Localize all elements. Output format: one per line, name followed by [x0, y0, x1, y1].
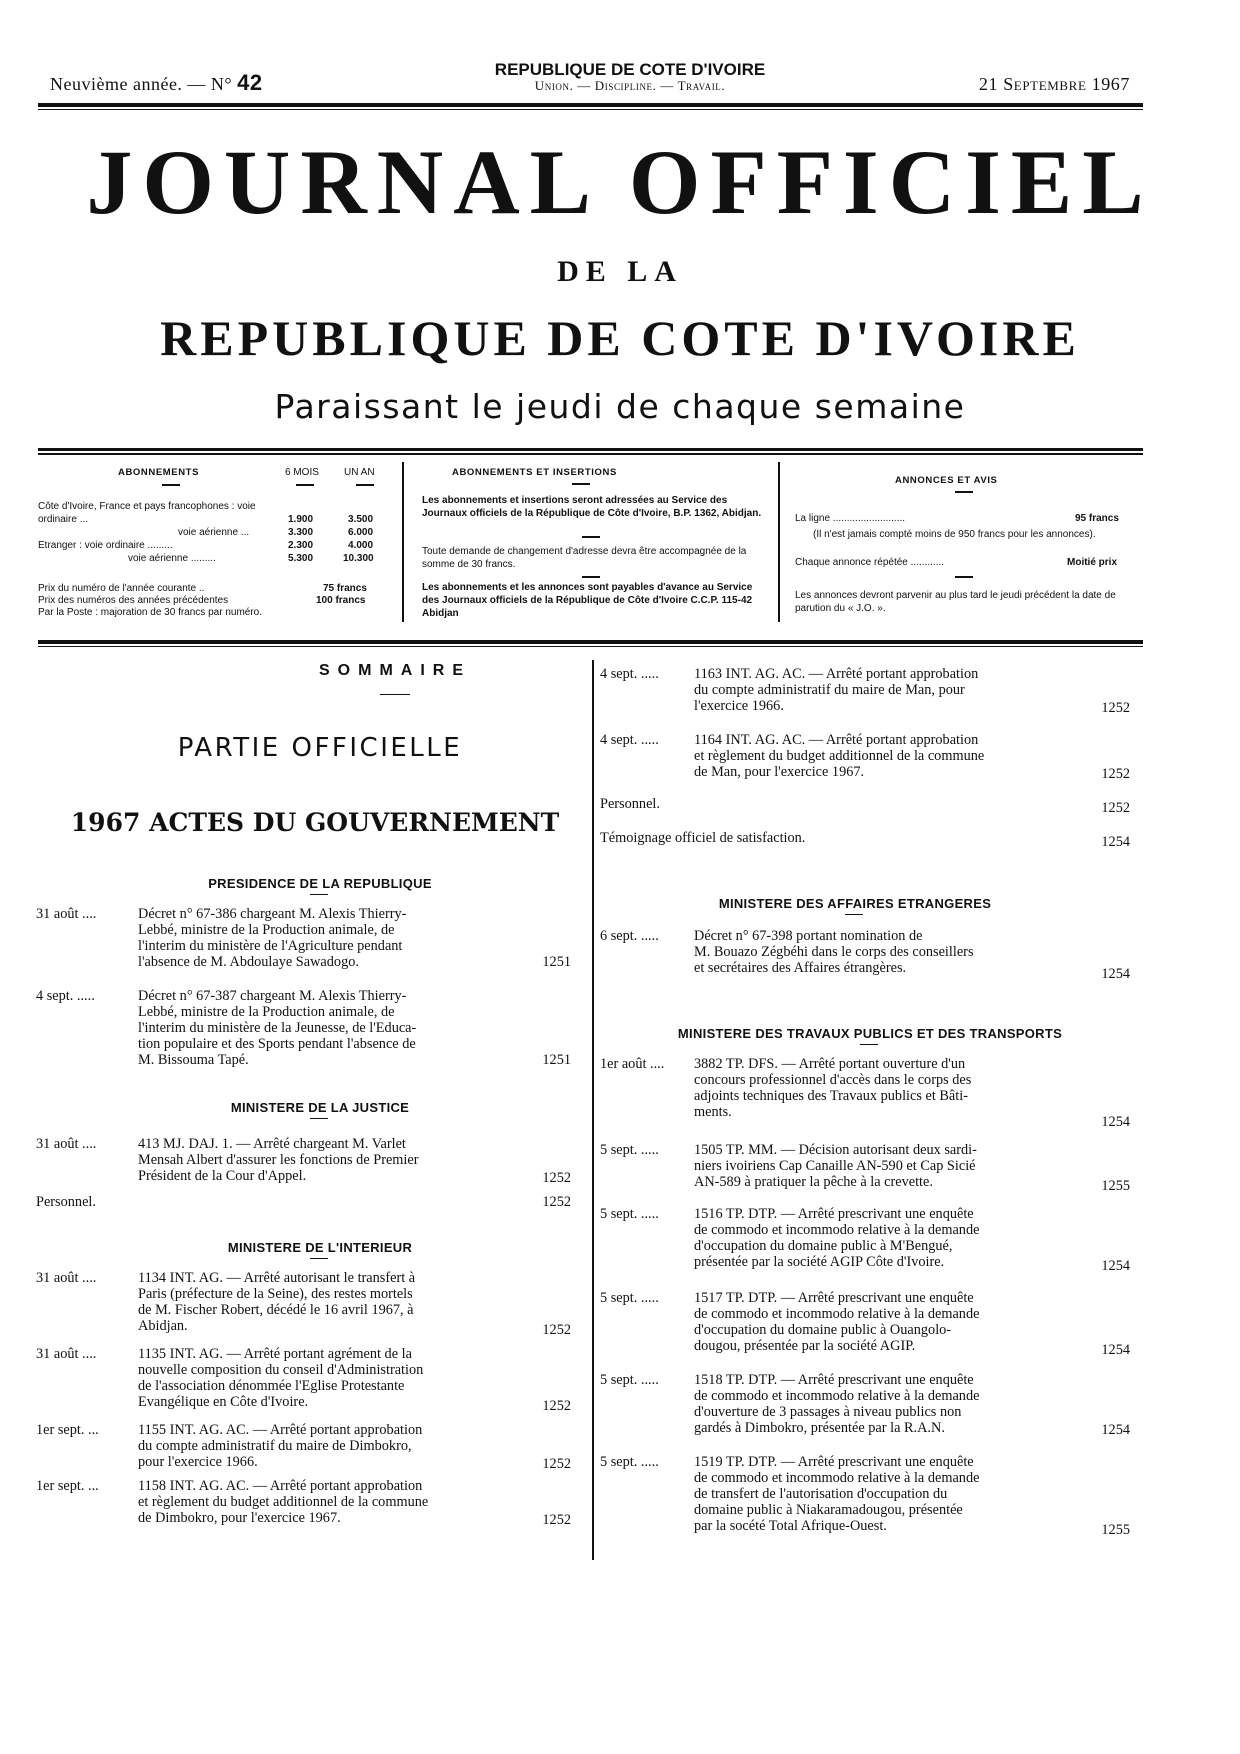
section-interieur: MINISTERE DE L'INTERIEUR [227, 1240, 413, 1255]
entry-page: 1254 [1101, 1114, 1130, 1130]
entry-text: 1155 INT. AG. AC. — Arrêté portant approbation du compte administratif du maire de Dimbokro, pour l'exercice 1966. [138, 1422, 423, 1470]
entry-date: 31 août .... [36, 1346, 97, 1362]
entry-date: 4 sept. ..... [600, 666, 659, 682]
col-1an: UN AN [344, 467, 375, 478]
rate-6-4: 5.300 [288, 553, 314, 564]
masthead-de-la: DE LA [557, 255, 683, 288]
entry-text: 3882 TP. DFS. — Arrêté portant ouverture d'un concours professionnel d'accès dans le corps des adjoints techniques des Travaux publics et Bâti- ments. [694, 1056, 972, 1120]
annonces-min-note: (Il n'est jamais compté moins de 950 francs pour les annonces). [813, 529, 1096, 540]
entry-page: 1254 [1101, 966, 1130, 982]
price-note: Par la Poste : majoration de 30 francs par numéro. [38, 607, 263, 618]
entry-page: 1251 [542, 954, 571, 970]
dash [380, 694, 410, 695]
dash [162, 484, 180, 486]
list-item [36, 1422, 576, 1476]
masthead-tagline: Paraissant le jeudi de chaque semaine [274, 387, 966, 426]
issue-number: 42 [237, 70, 263, 95]
entry-text: 413 MJ. DAJ. 1. — Arrêté chargeant M. Varlet Mensah Albert d'assurer les fonctions de Premier Président de la Cour d'Appel. [138, 1136, 419, 1184]
insertions-payment: Les abonnements et les annonces sont payables d'avance au Service des Journaux officiels de la République de Côte d'Ivoire C.C.P. 115-42 Abidjan [422, 582, 753, 619]
rate-1-1: 3.500 [348, 514, 374, 525]
entry-text: 1134 INT. AG. — Arrêté autorisant le transfert à Paris (préfecture de la Seine), des restes mortels de M. Fischer Robert, décédé le 16 avril 1967, à Abidjan. [138, 1270, 416, 1334]
list-item [600, 1056, 1140, 1130]
annonces-title: ANNONCES ET AVIS [895, 475, 998, 486]
entry-date: 31 août .... [36, 906, 97, 922]
entry-text: 1158 INT. AG. AC. — Arrêté portant approbation et règlement du budget additionnel de la commune de Dimbokro, pour l'exercice 1967. [138, 1478, 429, 1526]
republic-name: REPUBLIQUE DE COTE D'IVOIRE [494, 60, 766, 79]
header-rule [38, 103, 1143, 107]
dash [955, 576, 973, 578]
entry-text: Décret n° 67-386 chargeant M. Alexis Thierry- Lebbé, ministre de la Production animale, de l'interim du ministère de l'Agriculture pendant l'absence de M. Abdoulaye Sawadogo. [138, 906, 407, 970]
entry-page: 1252 [1101, 700, 1130, 716]
list-item [600, 666, 1140, 720]
list-item [36, 988, 576, 1078]
abonnements-title: ABONNEMENTS [118, 467, 200, 478]
entry-page: 1252 [542, 1322, 571, 1338]
price-val-2: 100 francs [316, 595, 366, 606]
box-divider [778, 462, 780, 622]
entry-date: 5 sept. ..... [600, 1290, 659, 1306]
list-item [600, 1142, 1140, 1196]
dash [582, 576, 600, 578]
ligne-value: 95 francs [1075, 513, 1119, 524]
entry-date: 1er sept. ... [36, 1422, 99, 1438]
entry-text: Décret n° 67-398 portant nomination de M. Bouazo Zégbéhi dans le corps des conseillers et secrétaires des Affaires étrangères. [694, 928, 974, 976]
entry-date: 1er sept. ... [36, 1478, 99, 1494]
entry-date: 31 août .... [36, 1136, 97, 1152]
box-top-rule-2 [38, 453, 1143, 455]
entry-text: 1505 TP. MM. — Décision autorisant deux sardi- niers ivoiriens Cap Canaille AN-590 et Cap Sicié AN-589 à pratiquer la pêche à la crevette. [694, 1142, 977, 1190]
section-affaires-etrangeres: MINISTERE DES AFFAIRES ETRANGERES [718, 896, 992, 911]
col-6mois: 6 MOIS [285, 467, 319, 478]
list-item [36, 906, 576, 986]
rate-label-3: Etranger : voie ordinaire ......... [38, 540, 173, 551]
annonces-box [795, 466, 1140, 626]
insertions-title: ABONNEMENTS ET INSERTIONS [452, 467, 617, 478]
issue-info [50, 70, 263, 96]
box-top-rule [38, 448, 1143, 451]
list-item [36, 1270, 576, 1340]
national-motto: Union. — Discipline. — Travail. [534, 78, 726, 93]
entry-date: 1er août .... [600, 1056, 665, 1072]
list-item [36, 1194, 576, 1214]
entry-date: 4 sept. ..... [36, 988, 95, 1004]
dash [310, 1118, 328, 1119]
entry-page: 1252 [542, 1456, 571, 1472]
box-divider [402, 462, 404, 622]
entry-page: 1251 [542, 1052, 571, 1068]
entry-date: 31 août .... [36, 1270, 97, 1286]
list-item [36, 1136, 576, 1190]
price-label-2: Prix des numéros des années précédentes [38, 595, 229, 606]
entry-text: 1519 TP. DTP. — Arrêté prescrivant une enquête de commodo et incommodo relative à la demande de transfert de l'autorisation d'occupation du domaine public à Niakaramadougou, présentée par la socété Total Afrique-Ouest. [694, 1454, 980, 1534]
entry-date: Personnel. [36, 1194, 96, 1210]
entry-page: 1254 [1101, 834, 1130, 850]
list-item [36, 1478, 576, 1532]
entry-date: 6 sept. ..... [600, 928, 659, 944]
section-justice: MINISTERE DE LA JUSTICE [230, 1100, 410, 1115]
entry-page: 1254 [1101, 1258, 1130, 1274]
entry-date: 5 sept. ..... [600, 1454, 659, 1470]
annonces-deadline: Les annonces devront parvenir au plus tard le jeudi précédent la date de parution du « J.O. ». [795, 590, 1116, 614]
ligne-label: La ligne .......................... [795, 513, 906, 524]
section-travaux-publics: MINISTERE DES TRAVAUX PUBLICS ET DES TRANSPORTS [677, 1026, 1063, 1041]
entry-page: 1252 [1101, 766, 1130, 782]
entry-text: 1135 INT. AG. — Arrêté portant agrément de la nouvelle composition du conseil d'Administration de l'association dénommée l'Eglise Protestante Evangélique en Côte d'Ivoire. [138, 1346, 424, 1410]
list-item [600, 796, 1140, 818]
box-bottom-rule [38, 640, 1143, 644]
entry-page: 1254 [1101, 1422, 1130, 1438]
insertions-box [422, 466, 767, 626]
year-label: Neuvième année. — N° [50, 74, 233, 94]
entry-date: 5 sept. ..... [600, 1142, 659, 1158]
rate-1-2: 6.000 [348, 527, 374, 538]
dash [310, 894, 328, 895]
entry-page: 1252 [542, 1170, 571, 1186]
dash [296, 484, 314, 486]
entry-text: 1516 TP. DTP. — Arrêté prescrivant une enquête de commodo et incommodo relative à la demande d'occupation du domaine public à M'Bengué, présentée par la société AGIP Côte d'Ivoire. [694, 1206, 980, 1270]
list-item [600, 1290, 1140, 1360]
entry-page: 1252 [1101, 800, 1130, 816]
republic-header [430, 60, 830, 94]
partie-officielle: PARTIE OFFICIELLE [177, 733, 463, 763]
list-item [600, 732, 1140, 786]
entry-text: 1518 TP. DTP. — Arrêté prescrivant une enquête de commodo et incommodo relative à la demande d'ouverture de 3 passages à niveau publics non gardés à Dimbokro, présentée par la R.A.N. [694, 1372, 980, 1436]
list-item [36, 1346, 576, 1416]
dash [356, 484, 374, 486]
dash [860, 1044, 878, 1045]
sommaire-title: SOMMAIRE [319, 662, 471, 679]
section-presidence: PRESIDENCE DE LA REPUBLIQUE [208, 876, 432, 891]
entry-text: Décret n° 67-387 chargeant M. Alexis Thierry- Lebbé, ministre de la Production animale, de l'interim du ministère de la Jeunesse, de l'Educa- tion populaire et des Sports pendant l'absence de M. Bissouma Tapé. [138, 988, 417, 1068]
dash [582, 536, 600, 538]
issue-date: 21 Septembre 1967 [978, 74, 1130, 94]
entry-page: 1255 [1101, 1178, 1130, 1194]
price-label-1: Prix du numéro de l'année courante .. [38, 583, 205, 594]
entry-text: 1163 INT. AG. AC. — Arrêté portant approbation du compte administratif du maire de Man, pour l'exercice 1966. [694, 666, 979, 714]
rate-1-3: 4.000 [348, 540, 374, 551]
entry-date: Personnel. [600, 796, 660, 812]
rate-label-4: voie aérienne ......... [128, 553, 216, 564]
list-item [600, 928, 1140, 982]
repeat-value: Moitié prix [1067, 557, 1118, 568]
entry-page: 1255 [1101, 1522, 1130, 1538]
entry-text: 1517 TP. DTP. — Arrêté prescrivant une enquête de commodo et incommodo relative à la demande d'occupation du domaine public à Ouangolo- dougou, présentée par la société AGIP. [694, 1290, 980, 1354]
abonnements-box [38, 466, 393, 626]
price-val-1: 75 francs [323, 583, 367, 594]
insertions-address-change: Toute demande de changement d'adresse devra être accompagnée de la somme de 30 francs. [422, 546, 747, 570]
entry-page: 1254 [1101, 1342, 1130, 1358]
rate-6-3: 2.300 [288, 540, 314, 551]
masthead-republic: REPUBLIQUE DE COTE D'IVOIRE [160, 310, 1080, 366]
column-divider [592, 660, 594, 1560]
rate-label-1: Côte d'Ivoire, France et pays francophones : voie ordinaire ... [38, 501, 256, 525]
box-bottom-rule-2 [38, 646, 1143, 647]
list-item [600, 1454, 1140, 1544]
repeat-label: Chaque annonce répétée ............ [795, 557, 944, 568]
entry-date: 5 sept. ..... [600, 1206, 659, 1222]
actes-du-gouvernement: 1967 ACTES DU GOUVERNEMENT [70, 808, 560, 837]
rate-6-1: 1.900 [288, 514, 314, 525]
journal-title: JOURNAL OFFICIEL [86, 131, 1154, 233]
rate-1-4: 10.300 [343, 553, 374, 564]
list-item [600, 1206, 1140, 1276]
dash [845, 914, 863, 915]
dash [955, 491, 973, 493]
dash [572, 483, 590, 485]
insertions-address: Les abonnements et insertions seront adressées au Service des Journaux officiels de la République de Côte d'Ivoire, B.P. 1362, Abidjan. [422, 495, 762, 519]
entry-text: 1164 INT. AG. AC. — Arrêté portant approbation et règlement du budget additionnel de la commune de Man, pour l'exercice 1967. [694, 732, 985, 780]
rate-label-2: voie aérienne ... [178, 527, 250, 538]
entry-date: Témoignage officiel de satisfaction. [600, 830, 806, 846]
entry-page: 1252 [542, 1398, 571, 1414]
list-item [600, 830, 1140, 852]
entry-date: 4 sept. ..... [600, 732, 659, 748]
dash [310, 1258, 328, 1259]
entry-date: 5 sept. ..... [600, 1372, 659, 1388]
header-rule-thin [38, 109, 1143, 110]
list-item [600, 1372, 1140, 1442]
entry-page: 1252 [542, 1512, 571, 1528]
rate-6-2: 3.300 [288, 527, 314, 538]
entry-page: 1252 [542, 1194, 571, 1210]
